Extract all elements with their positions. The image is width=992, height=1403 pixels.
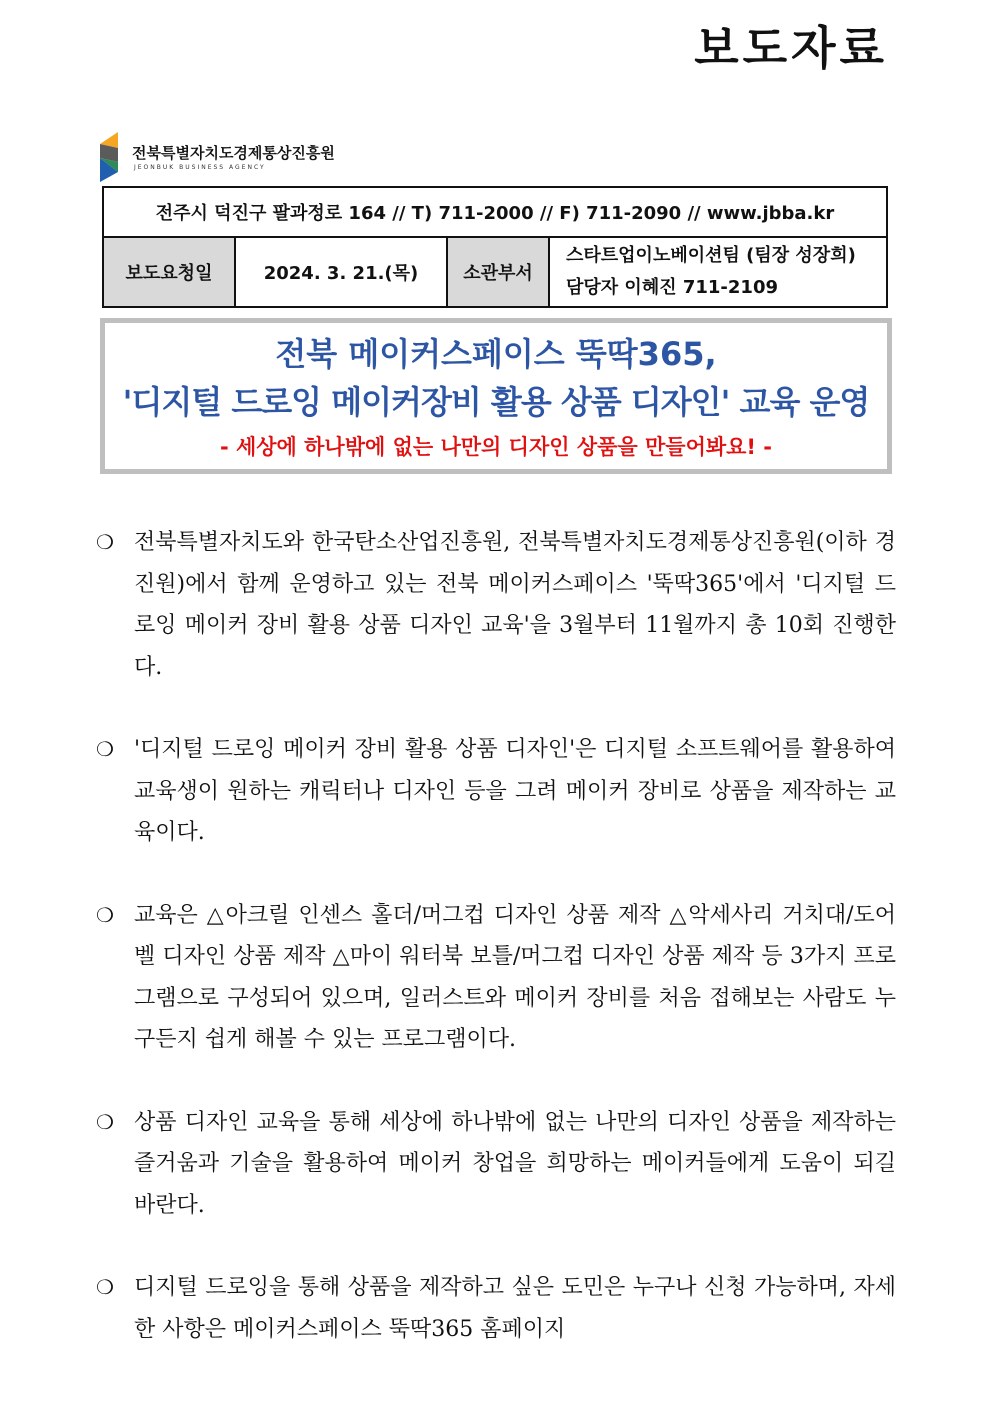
agency-logo-name: 전북특별자치도경제통상진흥원 [132, 144, 335, 162]
body-paragraph [96, 729, 896, 854]
bullet-circle-icon: ❍ [96, 530, 114, 554]
body-paragraph [96, 1102, 896, 1227]
paragraph-text: 교육은 △아크릴 인센스 홀더/머그컵 디자인 상품 제작 △악세사리 거치대/도어벨 디자인 상품 제작 △마이 워터북 보틀/머그컵 디자인 상품 제작 등 3가지 프로그램으로 구성되어 있으며, 일러스트와 메이커 장비를 처음 접해보는 사람도 누구든지 쉽게 해볼 수 있는 프로그램이다. [134, 902, 896, 1052]
body-paragraph [96, 522, 896, 688]
agency-logo [98, 126, 398, 186]
contact-address: 전주시 덕진구 팔과정로 164 // T) 711-2000 // F) 711-2090 // www.jbba.kr [103, 187, 887, 237]
bullet-circle-icon: ❍ [96, 902, 114, 927]
headline-line-2: '디지털 드로잉 메이커장비 활용 상품 디자인' 교육 운영 [122, 383, 870, 421]
request-date-label: 보도요청일 [103, 237, 235, 307]
headline-box [100, 318, 892, 474]
paragraph-text: 디지털 드로잉을 통해 상품을 제작하고 싶은 도민은 누구나 신청 가능하며, 자세한 사항은 메이커스페이스 뚝딱365 홈페이지 [134, 1275, 896, 1342]
paragraph-text: '디지털 드로잉 메이커 장비 활용 상품 디자인'은 디지털 소프트웨어를 활용하여 교육생이 원하는 캐릭터나 디자인 등을 그려 메이커 장비로 상품을 제작하는 교육이다. [134, 737, 896, 845]
bullet-circle-icon: ❍ [96, 1109, 114, 1134]
department-contact [549, 237, 887, 307]
document-type-title: 보도자료 [694, 21, 888, 75]
headline-subtitle: - 세상에 하나밖에 없는 나만의 디자인 상품을 만들어봐요! - [219, 435, 773, 459]
paragraph-text: 상품 디자인 교육을 통해 세상에 하나밖에 없는 나만의 디자인 상품을 제작하는 즐거움과 기술을 활용하여 메이커 창업을 희망하는 메이커들에게 도움이 되길 바란다. [134, 1109, 896, 1218]
contact-info-table [102, 186, 888, 308]
department-name: 스타트업이노베이션팀 (팀장 성장희) [566, 245, 856, 266]
paragraph-text: 전북특별자치도와 한국탄소산업진흥원, 전북특별자치도경제통상진흥원(이하 경진원)에서 함께 운영하고 있는 전북 메이커스페이스 '뚝딱365'에서 '디지털 드로잉 메이커 장비 활용 상품 디자인 교육'을 3월부터 11월까지 총 10회 진행한다. [134, 530, 896, 680]
headline-line-1: 전북 메이커스페이스 뚝딱365, [275, 335, 717, 373]
agency-logo-subtitle: JEONBUK BUSINESS AGENCY [134, 164, 266, 171]
bullet-circle-icon: ❍ [96, 737, 114, 761]
body-paragraph [96, 895, 896, 1061]
agency-logo-mark [98, 126, 132, 184]
request-date: 2024. 3. 21.(목) [235, 237, 447, 307]
body-paragraph [96, 1267, 896, 1350]
press-release-body [96, 522, 896, 1391]
contact-person: 담당자 이혜진 711-2109 [566, 277, 779, 298]
bullet-circle-icon: ❍ [96, 1275, 114, 1299]
department-label: 소관부서 [447, 237, 549, 307]
